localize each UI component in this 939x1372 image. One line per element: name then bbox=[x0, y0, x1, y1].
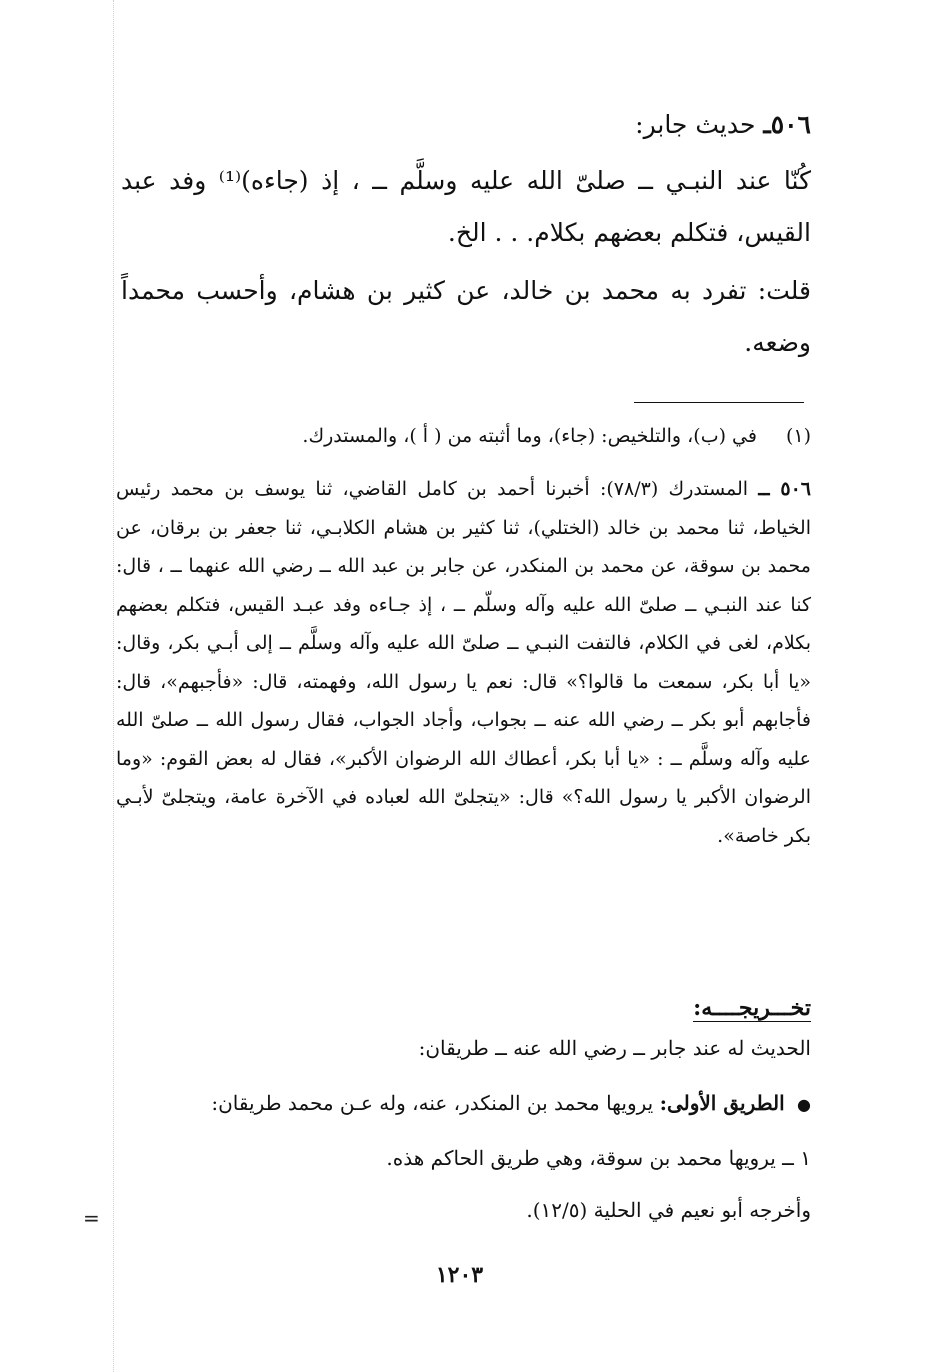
hadith-number: ٥٠٦ـ bbox=[763, 110, 811, 139]
source-text: المستدرك (٧٨/٣): أخبرنا أحمد بن كامل القاضي، ثنا يوسف بن محمد رئيس الخياط، ثنا محمد بن خالد (الختلي)، ثنا كثير بن هشام الكلابـي، ثنا جعفر بن برقان، عن محمد بن سوقة، عن محمد بن المنكدر، عن جابر بن عبد الله ــ رضي الله عنهما ــ ، قال: كنا عند النبـي ــ صلىّ الله عليه وآله وسلّم ــ ، إذ جـاءه وفد عبـد القيس، فتكلم بعضهم بكلام، لغى في الكلام، فالتفت النبـي ــ صلىّ الله عليه وآله وسلَّم ــ إلى أبـي بكر، وقال: «يا أبا بكر، سمعت ما قالوا؟» قال: نعم يا رسول الله، وفهمته، قال: «فأجبهم»، قال: فأجابهم أبو بكر ــ رضي الله عنه ــ بجواب، وأجاد الجواب، فقال رسول الله ــ صلىّ الله عليه وآله وسلَّم ــ : «يا أبا بكر، أعطاك الله الرضوان الأكبر»، فقال له بعض القوم: «وما الرضوان الأكبر يا رسول الله؟» قال: «يتجلىّ الله لعباده في الآخرة عامة، ويتجلىّ لأبـي بكر خاصة». bbox=[116, 478, 811, 847]
takhrij-intro: الحديث له عند جابر ــ رضي الله عنه ــ طريقان: bbox=[418, 1036, 811, 1060]
page-number: ١٢٠٣ bbox=[435, 1262, 484, 1288]
source-citation bbox=[116, 470, 811, 855]
hadith-text: كُنّا عند النبـي ــ صلىّ الله عليه وسلَّم ــ ، إذ (جاءه)⁽¹⁾ وفد عبد القيس، فتكلم بعضهم بكلام. . . الخ. bbox=[121, 166, 811, 247]
path-item-one: ١ ــ يرويها محمد بن سوقة، وهي طريق الحاكم هذه. bbox=[386, 1146, 811, 1170]
footnote-divider bbox=[634, 402, 804, 403]
bullet-icon: ● bbox=[797, 1095, 811, 1114]
margin-mark: = bbox=[83, 1206, 100, 1230]
author-note: قلت: تفرد به محمد بن خالد، عن كثير بن هشام، وأحسب محمداً وضعه. bbox=[121, 276, 811, 357]
takhrij-heading bbox=[121, 990, 811, 1026]
footnote bbox=[116, 418, 811, 454]
path-item-one-extra: وأخرجه أبو نعيم في الحلية (١٢/٥). bbox=[526, 1198, 811, 1222]
footnote-number: (١) bbox=[785, 425, 811, 447]
hadith-title: حديث جابر: bbox=[635, 110, 756, 139]
page-number-container bbox=[0, 1262, 939, 1288]
first-path-label: الطريق الأولى: bbox=[659, 1091, 785, 1115]
first-path bbox=[116, 1085, 811, 1123]
first-path-text: يرويها محمد بن المنكدر، عنه، وله عـن محمد طريقان: bbox=[211, 1091, 654, 1115]
hadith-heading bbox=[111, 100, 811, 150]
takhrij-title: تخـــريجــــه: bbox=[693, 995, 811, 1021]
scan-edge-line bbox=[113, 0, 114, 1372]
source-number: ٥٠٦ ــ bbox=[758, 478, 811, 500]
footnote-text: في (ب)، والتلخيص: (جاء)، وما أثبته من ( أ )، والمستدرك. bbox=[302, 425, 757, 447]
